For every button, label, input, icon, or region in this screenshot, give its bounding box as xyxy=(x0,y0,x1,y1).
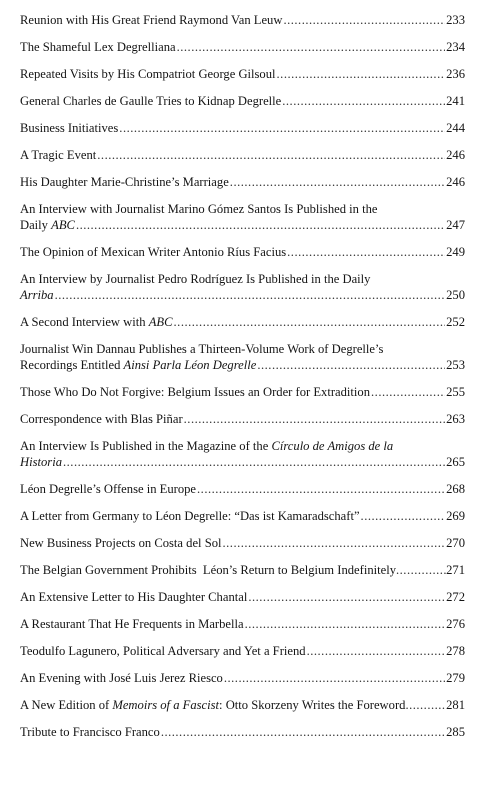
toc-entry-title: The Shameful Lex Degrelliana xyxy=(20,40,176,54)
toc-entry-title: An Evening with José Luis Jerez Riesco xyxy=(20,671,223,685)
toc-entry-title: The Belgian Government Prohibits Léon’s Return to Belgium Indefinitely xyxy=(20,563,396,577)
toc-entry-page: 236 xyxy=(446,67,465,81)
toc-entry-title: Business Initiatives xyxy=(20,121,119,135)
dot-leader xyxy=(63,454,445,470)
toc-entry-title: An Extensive Letter to His Daughter Chantal xyxy=(20,590,248,604)
toc-entry xyxy=(20,535,465,551)
toc-entry-page: 281 xyxy=(446,698,465,712)
toc-entry-title: A Tragic Event xyxy=(20,148,97,162)
dot-leader xyxy=(197,481,445,497)
toc-entry-page: 263 xyxy=(446,412,465,426)
dot-leader xyxy=(245,616,446,632)
organization-name: Historia xyxy=(20,455,62,469)
toc-entry xyxy=(20,438,465,470)
dot-leader xyxy=(405,697,446,713)
dot-leader xyxy=(277,66,446,82)
toc-entry-title-line1: An Interview by Journalist Pedro Rodríguez Is Published in the Daily xyxy=(20,272,371,286)
dot-leader xyxy=(287,244,445,260)
toc-entry xyxy=(20,201,465,233)
toc-entry xyxy=(20,271,465,303)
work-title: Ainsi Parla Léon Degrelle xyxy=(123,358,257,372)
toc-entry xyxy=(20,341,465,373)
toc-entry-title: His Daughter Marie-Christine’s Marriage xyxy=(20,175,229,189)
dot-leader xyxy=(177,39,446,55)
dot-leader xyxy=(224,670,445,686)
toc-entry xyxy=(20,481,465,497)
publication-name: ABC xyxy=(51,218,75,232)
toc-entry xyxy=(20,724,465,740)
dot-leader xyxy=(371,384,445,400)
dot-leader xyxy=(283,12,445,28)
dot-leader xyxy=(161,724,445,740)
toc-entry-title-line2 xyxy=(20,287,54,303)
toc-entry xyxy=(20,66,465,82)
dot-leader xyxy=(230,174,445,190)
dot-leader xyxy=(174,314,446,330)
toc-entry xyxy=(20,120,465,136)
toc-entry-title-line1: Journalist Win Dannau Publishes a Thirteen-Volume Work of Degrelle’s xyxy=(20,342,384,356)
toc-entry-title: Teodulfo Lagunero, Political Adversary and Yet a Friend xyxy=(20,644,306,658)
toc-entry xyxy=(20,697,465,713)
toc-entry-title: A Restaurant That He Frequents in Marbella xyxy=(20,617,244,631)
toc-entry-title: Correspondence with Blas Piñar xyxy=(20,412,183,426)
toc-entry xyxy=(20,411,465,427)
dot-leader xyxy=(97,147,445,163)
toc-entry-title: New Business Projects on Costa del Sol xyxy=(20,536,222,550)
dot-leader xyxy=(223,535,446,551)
toc-entry xyxy=(20,12,465,28)
dot-leader xyxy=(282,93,445,109)
toc-entry xyxy=(20,39,465,55)
toc-entry xyxy=(20,244,465,260)
toc-entry xyxy=(20,314,465,330)
toc-entry-page: 285 xyxy=(446,725,465,739)
publication-name: Arriba xyxy=(20,288,54,302)
toc-entry-page: 252 xyxy=(446,315,465,329)
dot-leader xyxy=(248,589,445,605)
toc-entry-title: Tribute to Francisco Franco xyxy=(20,725,160,739)
toc-entry-page: 249 xyxy=(446,245,465,259)
toc-entry-title: Léon Degrelle’s Offense in Europe xyxy=(20,482,197,496)
toc-entry-title-line2: Recordings Entitled Ainsi Parla Léon Degrelle xyxy=(20,358,257,372)
dot-leader xyxy=(76,217,445,233)
toc-entry-title-line2 xyxy=(20,454,62,470)
publication-name: ABC xyxy=(148,315,173,329)
toc-entry xyxy=(20,589,465,605)
toc-entry xyxy=(20,643,465,659)
toc-entry-title-line2: Daily ABC xyxy=(20,218,75,232)
dot-leader xyxy=(257,357,445,373)
dot-leader xyxy=(307,643,446,659)
toc-entry-page: 247 xyxy=(446,218,465,232)
toc-entry xyxy=(20,562,465,578)
toc-entry-page: 271 xyxy=(446,563,465,577)
toc-entry-title: Reunion with His Great Friend Raymond Van Leuw xyxy=(20,13,283,27)
toc-entry-title-line1: An Interview with Journalist Marino Gómez Santos Is Published in the xyxy=(20,202,378,216)
toc-entry xyxy=(20,384,465,400)
dot-leader xyxy=(361,508,446,524)
toc-entry-page: 253 xyxy=(446,358,465,372)
toc-entry-page: 233 xyxy=(446,13,465,27)
toc-entry-title: The Opinion of Mexican Writer Antonio Ríus Facius xyxy=(20,245,287,259)
toc-entry xyxy=(20,508,465,524)
toc-entry-page: 276 xyxy=(446,617,465,631)
organization-name: Círculo de Amigos de la xyxy=(271,439,394,453)
toc-entry-page: 250 xyxy=(446,288,465,302)
toc-entry xyxy=(20,616,465,632)
toc-entry-page: 246 xyxy=(446,148,465,162)
toc-entry-page: 269 xyxy=(446,509,465,523)
dot-leader xyxy=(55,287,446,303)
dot-leader xyxy=(184,411,445,427)
toc-entry xyxy=(20,174,465,190)
toc-entry-title: A New Edition of Memoirs of a Fascist: Otto Skorzeny Writes the Foreword xyxy=(20,698,406,712)
work-title: Memoirs of a Fascist xyxy=(112,698,220,712)
toc-entry-page: 241 xyxy=(446,94,465,108)
toc-entry-page: 272 xyxy=(446,590,465,604)
dot-leader xyxy=(119,120,445,136)
toc-entry-page: 265 xyxy=(446,455,465,469)
toc-entry-page: 268 xyxy=(446,482,465,496)
toc-entry-title-line1: An Interview Is Published in the Magazine of the Círculo de Amigos de la xyxy=(20,439,394,453)
toc-entry-page: 278 xyxy=(446,644,465,658)
toc-entry-title: A Second Interview with ABC xyxy=(20,315,173,329)
toc-entry xyxy=(20,670,465,686)
toc-entry xyxy=(20,147,465,163)
toc-entry-title: General Charles de Gaulle Tries to Kidnap Degrelle xyxy=(20,94,282,108)
dot-leader xyxy=(396,562,446,578)
toc-entry-page: 270 xyxy=(446,536,465,550)
toc-entry-page: 279 xyxy=(446,671,465,685)
toc-entry-page: 244 xyxy=(446,121,465,135)
toc-entry-title: Those Who Do Not Forgive: Belgium Issues an Order for Extradition xyxy=(20,385,371,399)
toc-entry-title: Repeated Visits by His Compatriot George Gilsoul xyxy=(20,67,276,81)
toc-entry-title: A Letter from Germany to Léon Degrelle: “Das ist Kamaradschaft” xyxy=(20,509,360,523)
toc-entry-page: 234 xyxy=(446,40,465,54)
toc-entry-page: 255 xyxy=(446,385,465,399)
table-of-contents xyxy=(20,12,465,751)
toc-entry-page: 246 xyxy=(446,175,465,189)
toc-entry xyxy=(20,93,465,109)
